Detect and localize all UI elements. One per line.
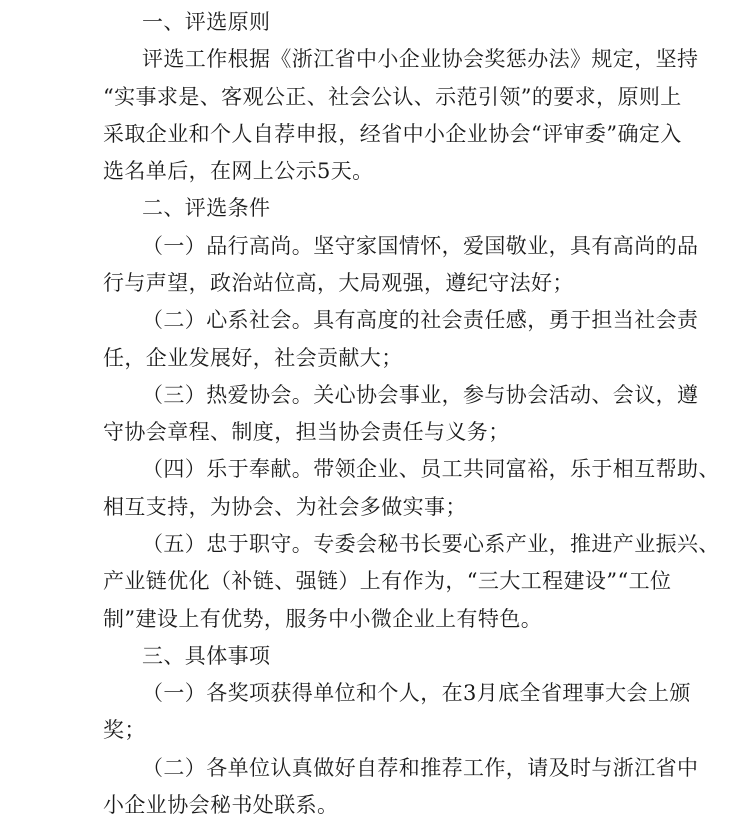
paragraph-line: 制”建设上有优势，服务中小微企业上有特色。 <box>103 607 543 631</box>
paragraph-line: （二）各单位认真做好自荐和推荐工作，请及时与浙江省中 <box>142 756 699 780</box>
paragraph-line: 守协会章程、制度，担当协会责任与义务； <box>103 420 510 444</box>
paragraph-line: 产业链优化（补链、强链）上有作为，“三大工程建设”“工位 <box>103 569 672 593</box>
paragraph-line: “实事求是、客观公正、社会公认、示范引领”的要求，原则上 <box>103 85 682 109</box>
paragraph-line: 采取企业和个人自荐申报，经省中小企业协会“评审委”确定入 <box>103 122 682 146</box>
paragraph-line: 相互支持，为协会、为社会多做实事； <box>103 495 467 519</box>
section-heading-3: 三、具体事项 <box>142 644 271 668</box>
paragraph-line: （三）热爱协会。关心协会事业，参与协会活动、会议，遵 <box>142 383 699 407</box>
paragraph-line: 小企业协会秘书处联系。 <box>103 793 339 817</box>
paragraph-line: （一）品行高尚。坚守家国情怀，爱国敬业，具有高尚的品 <box>142 234 699 258</box>
section-heading-2: 二、评选条件 <box>142 196 271 220</box>
paragraph-line: （四）乐于奉献。带领企业、员工共同富裕，乐于相互帮助、 <box>142 457 720 481</box>
paragraph-line: 奖； <box>103 718 146 742</box>
paragraph-line: 行与声望，政治站位高，大局观强，遵纪守法好； <box>103 271 574 295</box>
section-heading-1: 一、评选原则 <box>142 10 271 34</box>
paragraph-line: 任，企业发展好，社会贡献大； <box>103 346 403 370</box>
paragraph-line: 评选工作根据《浙江省中小企业协会奖惩办法》规定，坚持 <box>142 47 699 71</box>
paragraph-line: （五）忠于职守。专委会秘书长要心系产业，推进产业振兴、 <box>142 532 720 556</box>
paragraph-line: 选名单后，在网上公示5天。 <box>103 159 374 183</box>
paragraph-line: （二）心系社会。具有高度的社会责任感，勇于担当社会责 <box>142 308 699 332</box>
paragraph-line: （一）各奖项获得单位和个人，在3月底全省理事大会上颁 <box>142 681 691 705</box>
